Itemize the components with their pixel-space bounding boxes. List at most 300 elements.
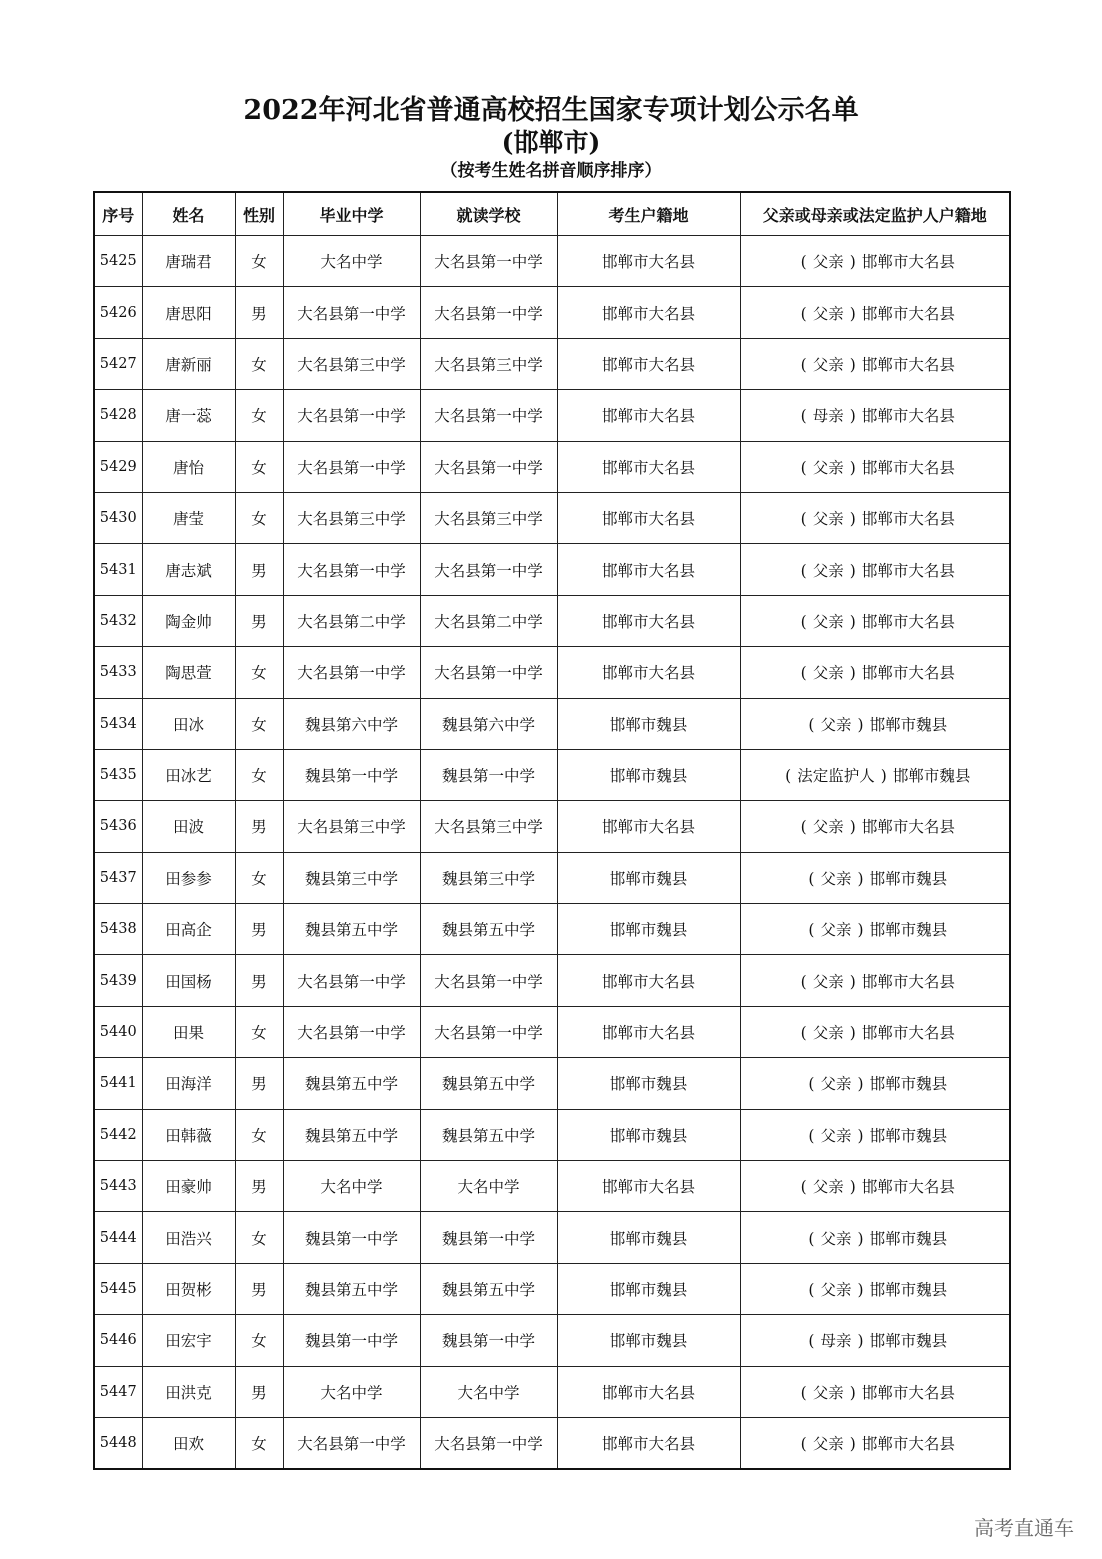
table-row [94, 749, 1010, 800]
cell-grad-school: 大名县第三中学 [283, 492, 420, 543]
table-row [94, 801, 1010, 852]
guardian-place: 邯郸市大名县 [861, 407, 955, 426]
cell-gender: 男 [235, 955, 283, 1006]
guardian-place: 邯郸市大名县 [861, 458, 955, 477]
roster-table [93, 191, 1011, 1470]
guardian-role: 父亲 [820, 715, 852, 734]
cell-current-school: 魏县第五中学 [420, 1109, 557, 1160]
page-title: 2022年河北省普通高校招生国家专项计划公示名单 [243, 95, 859, 126]
cell-current-school: 大名中学 [420, 1161, 557, 1212]
close-paren: ) [849, 1383, 856, 1402]
cell-guardian-hukou [740, 544, 1010, 595]
cell-current-school: 大名县第一中学 [420, 1006, 557, 1057]
guardian-place: 邯郸市魏县 [869, 921, 948, 940]
guardian-place: 邯郸市大名县 [861, 972, 955, 991]
close-paren: ) [849, 407, 856, 426]
cell-guardian-hukou [740, 1417, 1010, 1469]
open-paren: ( [800, 304, 807, 323]
cell-seq: 5441 [94, 1058, 142, 1109]
close-paren: ) [849, 664, 856, 683]
cell-seq: 5425 [94, 236, 142, 287]
cell-name: 田豪帅 [142, 1161, 235, 1212]
close-paren: ) [849, 458, 856, 477]
close-paren: ) [857, 1229, 864, 1248]
guardian-role: 父亲 [812, 1178, 844, 1197]
table-header-row [94, 192, 1010, 236]
open-paren: ( [808, 1332, 815, 1351]
open-paren: ( [800, 1024, 807, 1043]
close-paren: ) [849, 304, 856, 323]
cell-name: 唐瑞君 [142, 236, 235, 287]
close-paren: ) [857, 921, 864, 940]
cell-name: 田国杨 [142, 955, 235, 1006]
cell-name: 唐莹 [142, 492, 235, 543]
cell-hukou: 邯郸市大名县 [557, 1417, 740, 1469]
guardian-role: 父亲 [812, 355, 844, 374]
cell-gender: 女 [235, 1006, 283, 1057]
cell-name: 田浩兴 [142, 1212, 235, 1263]
cell-grad-school: 大名县第一中学 [283, 647, 420, 698]
cell-seq: 5430 [94, 492, 142, 543]
cell-gender: 女 [235, 390, 283, 441]
cell-grad-school: 魏县第六中学 [283, 698, 420, 749]
guardian-place: 邯郸市大名县 [861, 510, 955, 529]
cell-grad-school: 大名县第一中学 [283, 441, 420, 492]
guardian-role: 父亲 [812, 510, 844, 529]
cell-gender: 男 [235, 1366, 283, 1417]
cell-seq: 5431 [94, 544, 142, 595]
open-paren: ( [800, 1178, 807, 1197]
cell-grad-school: 魏县第一中学 [283, 1212, 420, 1263]
cell-name: 唐志斌 [142, 544, 235, 595]
guardian-role: 父亲 [812, 818, 844, 837]
cell-guardian-hukou [740, 236, 1010, 287]
open-paren: ( [800, 561, 807, 580]
guardian-place: 邯郸市魏县 [869, 715, 948, 734]
table-row [94, 852, 1010, 903]
cell-seq: 5446 [94, 1315, 142, 1366]
cell-hukou: 邯郸市大名县 [557, 441, 740, 492]
cell-gender: 男 [235, 287, 283, 338]
cell-gender: 女 [235, 852, 283, 903]
cell-guardian-hukou [740, 390, 1010, 441]
cell-current-school: 大名县第二中学 [420, 595, 557, 646]
guardian-role: 父亲 [812, 561, 844, 580]
col-header-grad-school: 毕业中学 [283, 192, 420, 236]
guardian-role: 父亲 [812, 972, 844, 991]
cell-grad-school: 魏县第一中学 [283, 1315, 420, 1366]
cell-grad-school: 大名中学 [283, 1161, 420, 1212]
cell-current-school: 魏县第五中学 [420, 1263, 557, 1314]
cell-grad-school: 大名县第一中学 [283, 955, 420, 1006]
cell-seq: 5447 [94, 1366, 142, 1417]
cell-gender: 女 [235, 1417, 283, 1469]
cell-guardian-hukou [740, 698, 1010, 749]
close-paren: ) [857, 715, 864, 734]
cell-guardian-hukou [740, 287, 1010, 338]
cell-hukou: 邯郸市大名县 [557, 595, 740, 646]
col-header-hukou: 考生户籍地 [557, 192, 740, 236]
cell-guardian-hukou [740, 1366, 1010, 1417]
col-header-name: 姓名 [142, 192, 235, 236]
guardian-place: 邯郸市魏县 [869, 1126, 948, 1145]
cell-name: 田海洋 [142, 1058, 235, 1109]
cell-name: 唐新丽 [142, 338, 235, 389]
cell-guardian-hukou [740, 749, 1010, 800]
cell-grad-school: 大名中学 [283, 236, 420, 287]
cell-hukou: 邯郸市大名县 [557, 955, 740, 1006]
table-row [94, 236, 1010, 287]
cell-gender: 女 [235, 698, 283, 749]
cell-guardian-hukou [740, 801, 1010, 852]
guardian-place: 邯郸市大名县 [861, 612, 955, 631]
cell-current-school: 大名县第三中学 [420, 338, 557, 389]
table-row [94, 1161, 1010, 1212]
guardian-role: 父亲 [812, 253, 844, 272]
cell-name: 唐思阳 [142, 287, 235, 338]
open-paren: ( [800, 818, 807, 837]
cell-seq: 5427 [94, 338, 142, 389]
cell-gender: 女 [235, 1109, 283, 1160]
guardian-role: 父亲 [812, 612, 844, 631]
cell-guardian-hukou [740, 1058, 1010, 1109]
guardian-role: 父亲 [820, 1281, 852, 1299]
open-paren: ( [800, 510, 807, 529]
cell-hukou: 邯郸市大名县 [557, 492, 740, 543]
guardian-role: 法定监护人 [797, 767, 875, 786]
cell-grad-school: 大名县第三中学 [283, 338, 420, 389]
guardian-role: 父亲 [812, 304, 844, 323]
cell-current-school: 魏县第一中学 [420, 1315, 557, 1366]
open-paren: ( [808, 1281, 815, 1299]
table-row [94, 1058, 1010, 1109]
cell-name: 田宏宇 [142, 1315, 235, 1366]
cell-seq: 5437 [94, 852, 142, 903]
open-paren: ( [808, 1126, 815, 1145]
table-row [94, 338, 1010, 389]
cell-seq: 5434 [94, 698, 142, 749]
cell-current-school: 魏县第三中学 [420, 852, 557, 903]
cell-name: 陶金帅 [142, 595, 235, 646]
cell-hukou: 邯郸市魏县 [557, 1109, 740, 1160]
guardian-place: 邯郸市大名县 [861, 1024, 955, 1043]
open-paren: ( [800, 253, 807, 272]
cell-current-school: 魏县第一中学 [420, 1212, 557, 1263]
cell-grad-school: 大名县第一中学 [283, 544, 420, 595]
open-paren: ( [808, 715, 815, 734]
table-row [94, 390, 1010, 441]
cell-name: 唐怡 [142, 441, 235, 492]
cell-seq: 5433 [94, 647, 142, 698]
cell-hukou: 邯郸市魏县 [557, 749, 740, 800]
cell-guardian-hukou [740, 1109, 1010, 1160]
table-row [94, 1109, 1010, 1160]
cell-hukou: 邯郸市大名县 [557, 647, 740, 698]
col-header-guardian-hukou: 父亲或母亲或法定监护人户籍地 [740, 192, 1010, 236]
close-paren: ) [857, 869, 864, 888]
cell-name: 田参参 [142, 852, 235, 903]
cell-name: 田高企 [142, 904, 235, 955]
table-row [94, 492, 1010, 543]
cell-gender: 男 [235, 801, 283, 852]
cell-hukou: 邯郸市大名县 [557, 287, 740, 338]
open-paren: ( [800, 664, 807, 683]
table-row [94, 1263, 1010, 1314]
open-paren: ( [800, 355, 807, 374]
open-paren: ( [800, 1383, 807, 1402]
table-row [94, 647, 1010, 698]
col-header-seq: 序号 [94, 192, 142, 236]
close-paren: ) [849, 818, 856, 837]
cell-guardian-hukou [740, 1212, 1010, 1263]
cell-guardian-hukou [740, 1263, 1010, 1314]
cell-seq: 5440 [94, 1006, 142, 1057]
cell-name: 田果 [142, 1006, 235, 1057]
cell-gender: 男 [235, 544, 283, 595]
cell-grad-school: 魏县第五中学 [283, 1263, 420, 1314]
table-row [94, 1315, 1010, 1366]
cell-gender: 女 [235, 749, 283, 800]
guardian-place: 邯郸市大名县 [861, 818, 955, 837]
cell-current-school: 大名县第三中学 [420, 801, 557, 852]
cell-grad-school: 大名县第一中学 [283, 390, 420, 441]
open-paren: ( [800, 972, 807, 991]
close-paren: ) [849, 1178, 856, 1197]
watermark: 高考直通车 [974, 1516, 1074, 1540]
cell-seq: 5445 [94, 1263, 142, 1314]
cell-seq: 5429 [94, 441, 142, 492]
cell-guardian-hukou [740, 492, 1010, 543]
cell-guardian-hukou [740, 904, 1010, 955]
cell-seq: 5444 [94, 1212, 142, 1263]
cell-hukou: 邯郸市大名县 [557, 390, 740, 441]
cell-current-school: 大名县第一中学 [420, 544, 557, 595]
cell-hukou: 邯郸市魏县 [557, 1212, 740, 1263]
cell-name: 田贺彬 [142, 1263, 235, 1314]
table-row [94, 1006, 1010, 1057]
cell-hukou: 邯郸市大名县 [557, 236, 740, 287]
cell-guardian-hukou [740, 1006, 1010, 1057]
cell-gender: 女 [235, 1212, 283, 1263]
guardian-role: 父亲 [812, 1435, 844, 1454]
cell-current-school: 大名县第一中学 [420, 955, 557, 1006]
cell-current-school: 大名县第三中学 [420, 492, 557, 543]
cell-grad-school: 大名中学 [283, 1366, 420, 1417]
cell-gender: 男 [235, 904, 283, 955]
guardian-place: 邯郸市大名县 [861, 664, 955, 683]
table-row [94, 1366, 1010, 1417]
cell-guardian-hukou [740, 441, 1010, 492]
cell-gender: 男 [235, 1263, 283, 1314]
col-header-gender: 性别 [235, 192, 283, 236]
cell-gender: 女 [235, 338, 283, 389]
open-paren: ( [808, 921, 815, 940]
cell-guardian-hukou [740, 852, 1010, 903]
guardian-role: 父亲 [820, 1126, 852, 1145]
cell-guardian-hukou [740, 338, 1010, 389]
open-paren: ( [800, 612, 807, 631]
cell-grad-school: 魏县第五中学 [283, 1058, 420, 1109]
table-row [94, 441, 1010, 492]
cell-seq: 5426 [94, 287, 142, 338]
cell-name: 田冰 [142, 698, 235, 749]
cell-seq: 5438 [94, 904, 142, 955]
cell-name: 田欢 [142, 1417, 235, 1469]
cell-seq: 5439 [94, 955, 142, 1006]
cell-grad-school: 魏县第一中学 [283, 749, 420, 800]
cell-current-school: 大名县第一中学 [420, 236, 557, 287]
cell-gender: 女 [235, 647, 283, 698]
cell-gender: 男 [235, 595, 283, 646]
table-row [94, 1417, 1010, 1469]
cell-hukou: 邯郸市大名县 [557, 338, 740, 389]
cell-gender: 女 [235, 236, 283, 287]
guardian-place: 邯郸市魏县 [869, 1332, 948, 1351]
cell-hukou: 邯郸市魏县 [557, 1058, 740, 1109]
table-row [94, 1212, 1010, 1263]
guardian-role: 父亲 [812, 1383, 844, 1402]
guardian-place: 邯郸市大名县 [861, 355, 955, 374]
cell-guardian-hukou [740, 595, 1010, 646]
cell-grad-school: 魏县第三中学 [283, 852, 420, 903]
close-paren: ) [857, 1075, 864, 1094]
cell-seq: 5432 [94, 595, 142, 646]
cell-current-school: 魏县第五中学 [420, 1058, 557, 1109]
cell-seq: 5443 [94, 1161, 142, 1212]
cell-gender: 男 [235, 1161, 283, 1212]
cell-seq: 5442 [94, 1109, 142, 1160]
cell-hukou: 邯郸市大名县 [557, 1366, 740, 1417]
cell-guardian-hukou [740, 955, 1010, 1006]
cell-current-school: 大名县第一中学 [420, 390, 557, 441]
cell-hukou: 邯郸市大名县 [557, 544, 740, 595]
close-paren: ) [849, 253, 856, 272]
cell-current-school: 魏县第五中学 [420, 904, 557, 955]
guardian-role: 父亲 [820, 869, 852, 888]
table-row [94, 287, 1010, 338]
guardian-role: 父亲 [812, 664, 844, 683]
guardian-place: 邯郸市大名县 [861, 304, 955, 323]
cell-hukou: 邯郸市大名县 [557, 1006, 740, 1057]
cell-gender: 女 [235, 1315, 283, 1366]
cell-guardian-hukou [740, 1161, 1010, 1212]
cell-seq: 5428 [94, 390, 142, 441]
guardian-place: 邯郸市魏县 [869, 1281, 948, 1299]
open-paren: ( [800, 458, 807, 477]
table-row [94, 698, 1010, 749]
open-paren: ( [800, 1435, 807, 1454]
cell-gender: 女 [235, 441, 283, 492]
close-paren: ) [849, 612, 856, 631]
cell-gender: 女 [235, 492, 283, 543]
close-paren: ) [857, 1281, 864, 1299]
cell-current-school: 大名县第一中学 [420, 1417, 557, 1469]
cell-gender: 男 [235, 1058, 283, 1109]
cell-current-school: 大名县第一中学 [420, 647, 557, 698]
open-paren: ( [800, 407, 807, 426]
cell-hukou: 邯郸市魏县 [557, 1315, 740, 1366]
guardian-role: 母亲 [820, 1332, 852, 1351]
open-paren: ( [808, 1229, 815, 1248]
guardian-place: 邯郸市大名县 [861, 561, 955, 580]
table-row [94, 955, 1010, 1006]
col-header-current-school: 就读学校 [420, 192, 557, 236]
cell-guardian-hukou [740, 647, 1010, 698]
cell-grad-school: 大名县第一中学 [283, 287, 420, 338]
close-paren: ) [857, 1126, 864, 1145]
cell-current-school: 大名县第一中学 [420, 441, 557, 492]
close-paren: ) [849, 972, 856, 991]
open-paren: ( [808, 1075, 815, 1094]
cell-name: 田洪克 [142, 1366, 235, 1417]
cell-name: 田韩薇 [142, 1109, 235, 1160]
cell-guardian-hukou [740, 1315, 1010, 1366]
guardian-role: 父亲 [820, 1075, 852, 1094]
guardian-place: 邯郸市大名县 [861, 1178, 955, 1197]
cell-hukou: 邯郸市大名县 [557, 801, 740, 852]
cell-name: 田波 [142, 801, 235, 852]
guardian-place: 邯郸市魏县 [869, 869, 948, 888]
cell-current-school: 大名中学 [420, 1366, 557, 1417]
guardian-place: 邯郸市大名县 [861, 1383, 955, 1402]
guardian-role: 父亲 [812, 1024, 844, 1043]
cell-hukou: 邯郸市大名县 [557, 1161, 740, 1212]
cell-grad-school: 大名县第三中学 [283, 801, 420, 852]
guardian-place: 邯郸市大名县 [861, 253, 955, 272]
cell-name: 田冰艺 [142, 749, 235, 800]
cell-seq: 5436 [94, 801, 142, 852]
sort-note: （按考生姓名拼音顺序排序） [440, 161, 662, 181]
table-row [94, 904, 1010, 955]
cell-grad-school: 魏县第五中学 [283, 904, 420, 955]
guardian-role: 母亲 [812, 407, 844, 426]
cell-hukou: 邯郸市魏县 [557, 852, 740, 903]
close-paren: ) [849, 510, 856, 529]
close-paren: ) [849, 1435, 856, 1454]
guardian-place: 邯郸市大名县 [861, 1435, 955, 1454]
cell-grad-school: 魏县第五中学 [283, 1109, 420, 1160]
guardian-role: 父亲 [812, 458, 844, 477]
cell-grad-school: 大名县第一中学 [283, 1006, 420, 1057]
table-row [94, 595, 1010, 646]
close-paren: ) [849, 561, 856, 580]
cell-hukou: 邯郸市魏县 [557, 1263, 740, 1314]
close-paren: ) [880, 767, 887, 786]
close-paren: ) [849, 1024, 856, 1043]
table-row [94, 544, 1010, 595]
cell-name: 陶思萱 [142, 647, 235, 698]
guardian-place: 邯郸市魏县 [892, 767, 971, 786]
page-subtitle: (邯郸市) [501, 128, 601, 157]
cell-name: 唐一蕊 [142, 390, 235, 441]
open-paren: ( [808, 869, 815, 888]
cell-seq: 5448 [94, 1417, 142, 1469]
guardian-place: 邯郸市魏县 [869, 1229, 948, 1248]
close-paren: ) [857, 1332, 864, 1351]
guardian-role: 父亲 [820, 1229, 852, 1248]
open-paren: ( [785, 767, 792, 786]
cell-current-school: 魏县第六中学 [420, 698, 557, 749]
guardian-place: 邯郸市魏县 [869, 1075, 948, 1094]
cell-current-school: 魏县第一中学 [420, 749, 557, 800]
cell-current-school: 大名县第一中学 [420, 287, 557, 338]
cell-grad-school: 大名县第一中学 [283, 1417, 420, 1469]
guardian-role: 父亲 [820, 921, 852, 940]
close-paren: ) [849, 355, 856, 374]
cell-hukou: 邯郸市魏县 [557, 904, 740, 955]
cell-grad-school: 大名县第二中学 [283, 595, 420, 646]
cell-seq: 5435 [94, 749, 142, 800]
